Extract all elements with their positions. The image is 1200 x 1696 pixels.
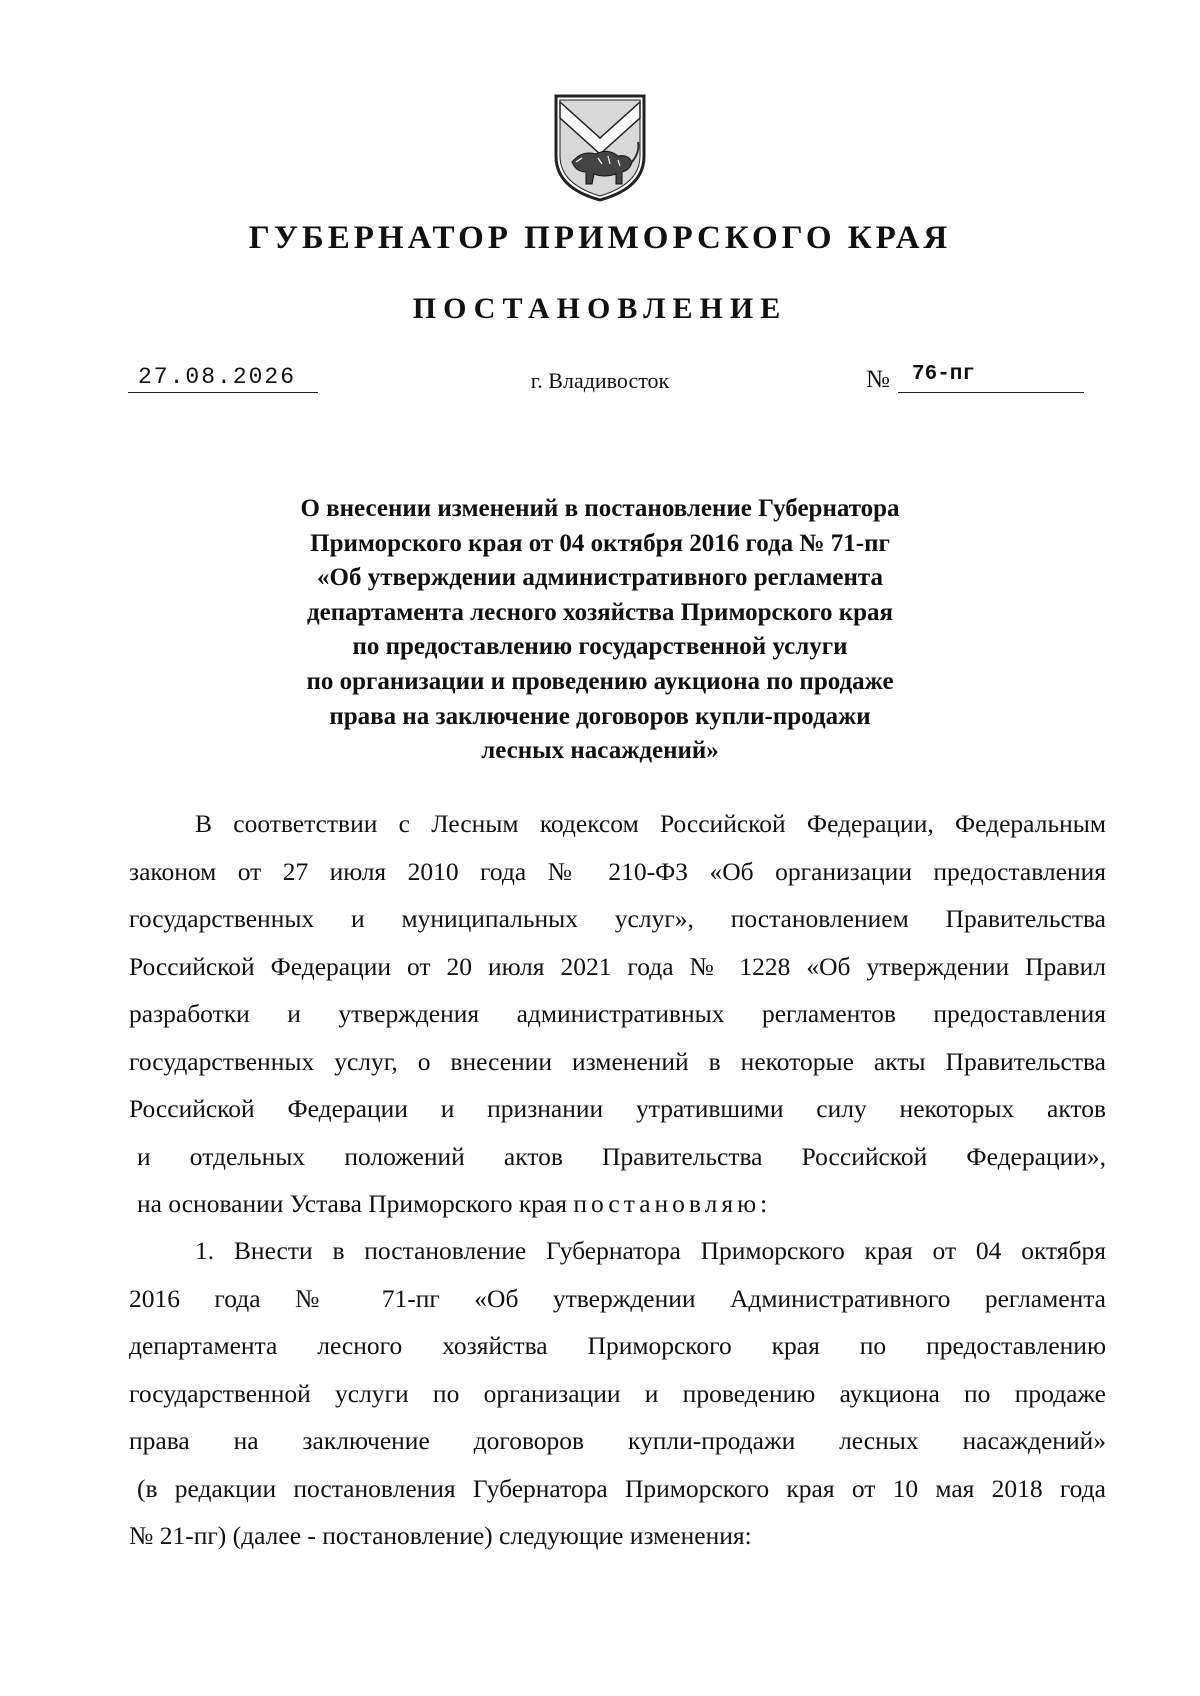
preamble-paragraph [129, 800, 1106, 1228]
title-line: департамента лесного хозяйства Приморского края [306, 598, 894, 626]
title-line: по предоставлению государственной услуги [352, 633, 848, 661]
document-title [150, 492, 1050, 769]
issuing-authority: ГУБЕРНАТОР ПРИМОРСКОГО КРАЯ [248, 220, 952, 256]
item-1-paragraph [129, 1227, 1106, 1560]
body-line-last [129, 1180, 1106, 1228]
body-line: государственных и муниципальных услуг», постановлением Правительства [129, 904, 1106, 933]
body-line: 2016 года № 71-пг «Об утверждении Административного регламента [129, 1283, 1106, 1313]
body-line: права на заключение договоров купли-продажи лесных насаждений» [129, 1426, 1106, 1455]
body-line: государственных услуг, о внесении изменений в некоторые акты Правительства [129, 1046, 1106, 1076]
body-line: (в редакции постановления Губернатора Приморского края от 10 мая 2018 года [137, 1473, 1106, 1503]
title-line: О внесении изменений в постановление Губернатора [300, 495, 900, 522]
title-line: права на заключение договоров купли-продажи [329, 702, 871, 730]
document-date: 27.08.2026 [128, 364, 318, 393]
title-line: Приморского края от 04 октября 2016 года № 71-пг [310, 529, 890, 557]
body-line: разработки и утверждения административных регламентов предоставления [129, 999, 1106, 1028]
number-sign: № [866, 366, 890, 393]
title-line: лесных насаждений» [481, 737, 719, 765]
title-line: по организации и проведению аукциона по продаже [306, 667, 894, 695]
body-line: В соответствии с Лесным кодексом Российской Федерации, Федеральным [195, 809, 1106, 838]
body-line: Российской Федерации от 20 июля 2021 года № 1228 «Об утверждении Правил [129, 951, 1106, 981]
decree-colon: : [760, 1189, 768, 1218]
body-line: государственной услуги по организации и проведению аукциона по продаже [129, 1378, 1106, 1408]
document-type: ПОСТАНОВЛЕНИЕ [412, 292, 788, 325]
coat-of-arms-emblem [552, 92, 648, 204]
body-line: 1. Внести в постановление Губернатора Приморского края от 04 октября [195, 1236, 1106, 1265]
body-line: законом от 27 июля 2010 года № 210-ФЗ «Об организации предоставления [129, 856, 1106, 886]
decree-word: постановляю [573, 1189, 761, 1218]
title-line: «Об утверждении административного регламента [317, 564, 883, 592]
body-line: и отдельных положений актов Правительства Российской Федерации», [137, 1141, 1106, 1171]
body-line-last: № 21-пг) (далее - постановление) следующие изменения: [129, 1521, 752, 1550]
preamble-closing: на основании Устава Приморского края [137, 1189, 568, 1218]
body-line: Российской Федерации и признании утратившими силу некоторых актов [129, 1094, 1106, 1123]
document-number: 76-пг [898, 362, 1084, 393]
body-line: департамента лесного хозяйства Приморского края по предоставлению [129, 1331, 1106, 1360]
document-city: г. Владивосток [530, 368, 670, 393]
